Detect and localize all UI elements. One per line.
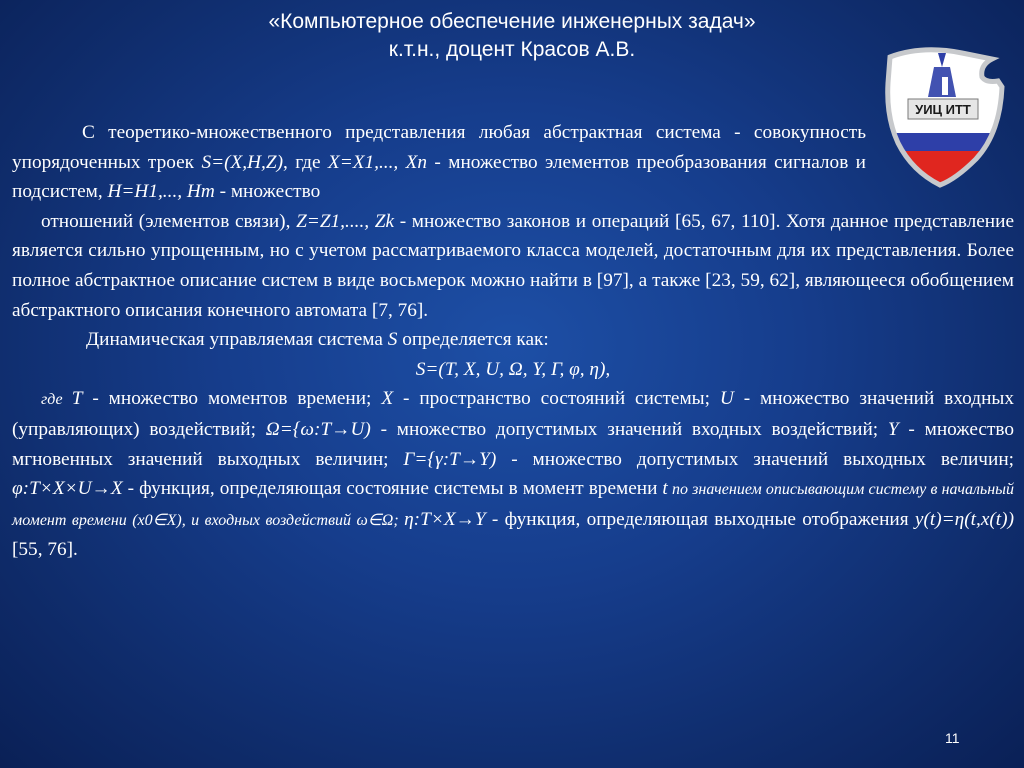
- paragraph-definitions: [12, 384, 1014, 565]
- formula-inline: H=H1,..., Hm: [107, 181, 215, 203]
- formula-inline: T: [71, 388, 83, 410]
- formula-inline: Γ={γ:T→Y): [403, 448, 497, 470]
- text-run: - пространство состояний системы;: [393, 388, 720, 410]
- formula-inline: Y: [887, 418, 899, 440]
- paragraph-dynamic-system: [12, 325, 1014, 355]
- formula-inline: Z=Z1,...., Zk: [296, 210, 395, 232]
- formula-inline: X: [381, 388, 394, 410]
- slide-title: «Компьютерное обеспечение инженерных задач»: [268, 10, 756, 33]
- logo-text: УИЦ ИТТ: [915, 102, 971, 117]
- text-run: Динамическая управляемая система: [86, 329, 388, 351]
- text-run: [55, 76].: [12, 539, 78, 561]
- formula-inline: y(t)=η(t,x(t)): [914, 508, 1014, 530]
- formula-inline: S: [387, 329, 398, 351]
- text-run: С теоретико-множественного представления любая абстрактная система - совокупность упорядоченных троек: [12, 122, 866, 173]
- slide-author: к.т.н., доцент Красов А.В.: [388, 38, 636, 61]
- formula-dynamic-system: S=(T, X, U, Ω, Y, Γ, φ, η),: [415, 358, 611, 380]
- paragraph-system-definition: [12, 118, 1014, 207]
- text-run: - множество допустимых значений выходных величин;: [496, 448, 1015, 470]
- slide-body: [12, 118, 1014, 565]
- text-run: определяется как:: [397, 329, 549, 351]
- text-run: отношений (элементов связи),: [41, 210, 297, 232]
- paragraph-relations: [12, 207, 1014, 325]
- text-run: - функция, определяющая выходные отображения: [485, 508, 915, 530]
- slide-header: [0, 8, 1024, 64]
- formula-inline: t: [662, 478, 668, 500]
- text-run: - множество допустимых значений входных воздействий;: [370, 418, 888, 440]
- text-run: - множество мгновенных значений выходных величин;: [12, 418, 1014, 470]
- formula-inline: U: [719, 388, 734, 410]
- text-run: - множество: [214, 181, 321, 203]
- formula-inline: Ω={ω:T→U): [265, 418, 371, 440]
- formula-inline: φ:T×X×U→X: [12, 478, 123, 500]
- text-run: , где: [283, 151, 328, 173]
- text-run: по значением описывающим систему в начальный момент времени (x0∈X), и входных воздействий ω∈Ω;: [12, 481, 1014, 529]
- text-run: - функция, определяющая состояние системы в момент времени: [122, 478, 663, 500]
- text-run: - множество элементов преобразования сигналов и подсистем,: [12, 151, 867, 203]
- slide-number: 11: [945, 730, 960, 746]
- formula-inline: η:T×X→Y: [404, 508, 486, 530]
- formula-inline: X=X1,..., Xn: [327, 151, 428, 173]
- formula-inline: S=(X,H,Z): [201, 151, 283, 173]
- text-run: - множество моментов времени;: [82, 388, 382, 410]
- text-run: где: [41, 391, 72, 409]
- text-run: - множество законов и операций [65, 67, 110]. Хотя данное представление является сильно упрощенным, но с учетом рассматриваемого класса моделей, достаточным для их представления. Более полное абстрактное описание систем в виде восьмерок можно найти в [97], а также [23, 59, 62], являющееся обобщением абстрактного описания конечного автомата [7, 76].: [12, 210, 1015, 321]
- text-run: - множество значений входных (управляющих) воздействий;: [12, 388, 1014, 440]
